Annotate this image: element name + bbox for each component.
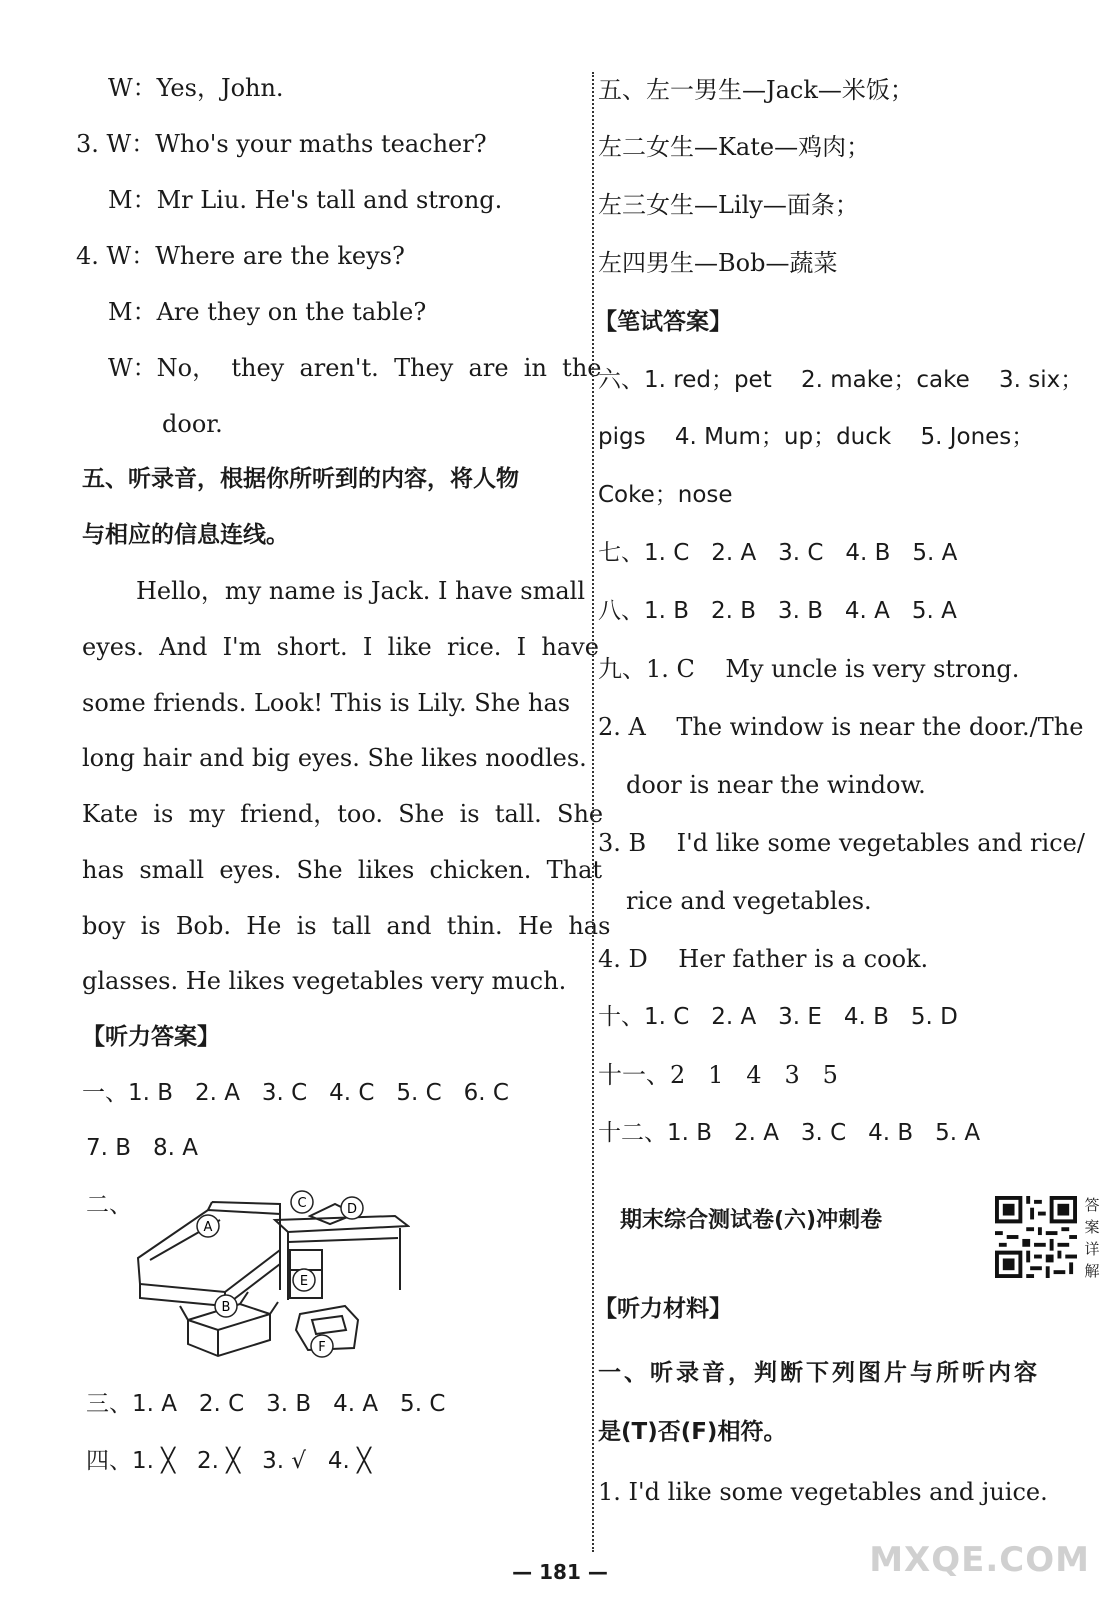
answer-line: 四、1. ╳ 2. ╳ 3. √ 4. ╳ (86, 1448, 372, 1474)
label-E: E (299, 1274, 309, 1289)
label-F: F (318, 1340, 326, 1355)
label-D: D (346, 1202, 358, 1217)
answer-line: rice and vegetables. (626, 887, 872, 915)
dialogue-line: door. (162, 410, 223, 438)
page-number: — 181 — (512, 1560, 608, 1584)
answer-line: 七、1. C 2. A 3. C 4. B 5. A (598, 540, 958, 566)
answer-line: 3. B I'd like some vegetables and rice/ (598, 829, 1085, 857)
dialogue-line: W：No， they aren't. They are in the (108, 354, 602, 382)
answer-line: 十一、2 1 4 3 5 (598, 1061, 838, 1089)
answer-line: 十二、1. B 2. A 3. C 4. B 5. A (598, 1120, 981, 1146)
room-illustration (130, 1180, 410, 1360)
qr-label: 答案详解 (1084, 1196, 1100, 1280)
listening-answers-title: 【听力答案】 (82, 1024, 220, 1050)
passage-line: some friends. Look! This is Lily. She has (82, 689, 571, 717)
dialogue-line: W：Yes，John. (108, 74, 284, 102)
answer-line: 4. D Her father is a cook. (598, 945, 929, 973)
watermark: MXQE.COM (869, 1540, 1090, 1580)
section-five-title: 与相应的信息连线。 (82, 522, 289, 548)
dialogue-line: 3. W：Who's your maths teacher? (76, 130, 487, 158)
answer-line: 2. A The window is near the door./The (598, 713, 1084, 741)
section-five-title: 五、听录音，根据你所听到的内容，将人物 (82, 466, 519, 492)
dialogue-line: M：Are they on the table? (108, 298, 427, 326)
passage-line: has small eyes. She likes chicken. That (82, 856, 603, 884)
passage-line: eyes. And I'm short. I like rice. I have (82, 633, 599, 661)
passage-line: Hello，my name is Jack. I have small (136, 577, 586, 605)
answer-line: pigs 4. Mum；up；duck 5. Jones； (598, 424, 1035, 450)
dialogue-line: M：Mr Liu. He's tall and strong. (108, 186, 503, 214)
question-one-title: 一、听录音，判断下列图片与所听内容 (598, 1360, 1040, 1386)
listening-material-title: 【听力材料】 (594, 1296, 732, 1322)
answer-line: 7. B 8. A (86, 1135, 198, 1161)
matching-answer: 左四男生—Bob—蔬菜 (598, 249, 838, 277)
matching-answer: 左三女生—Lily—面条； (598, 191, 859, 219)
answer-line: 九、1. C My uncle is very strong. (598, 655, 1020, 683)
answer-line: 六、1. red；pet 2. make；cake 3. six； (598, 367, 1084, 393)
passage-line: glasses. He likes vegetables very much. (82, 967, 567, 995)
label-C: C (297, 1196, 307, 1211)
answer-line: 八、1. B 2. B 3. B 4. A 5. A (598, 598, 957, 624)
question-one-title: 是(T)否(F)相符。 (598, 1419, 787, 1445)
passage-line: long hair and big eyes. She likes noodles. (82, 744, 587, 772)
answer-line: door is near the window. (626, 771, 926, 799)
passage-line: boy is Bob. He is tall and thin. He has (82, 912, 611, 940)
label-B: B (221, 1300, 231, 1315)
written-answers-title: 【笔试答案】 (594, 309, 732, 335)
matching-answer: 五、左一男生—Jack—米饭； (598, 76, 914, 104)
dialogue-line: 4. W：Where are the keys? (76, 242, 405, 270)
answer-line: 十、1. C 2. A 3. E 4. B 5. D (598, 1004, 958, 1030)
answer-line: 二、 (86, 1192, 132, 1218)
question-item: 1. I'd like some vegetables and juice. (598, 1478, 1048, 1506)
answer-line: 一、1. B 2. A 3. C 4. C 5. C 6. C (82, 1080, 509, 1106)
column-divider (592, 72, 594, 1552)
answer-line: Coke；nose (598, 482, 733, 508)
exam-title: 期末综合测试卷(六)冲刺卷 (620, 1208, 883, 1233)
label-A: A (203, 1220, 213, 1235)
qr-code[interactable] (995, 1196, 1077, 1278)
answer-line: 三、1. A 2. C 3. B 4. A 5. C (86, 1391, 446, 1417)
passage-line: Kate is my friend，too. She is tall. She (82, 800, 604, 828)
matching-answer: 左二女生—Kate—鸡肉； (598, 133, 871, 161)
